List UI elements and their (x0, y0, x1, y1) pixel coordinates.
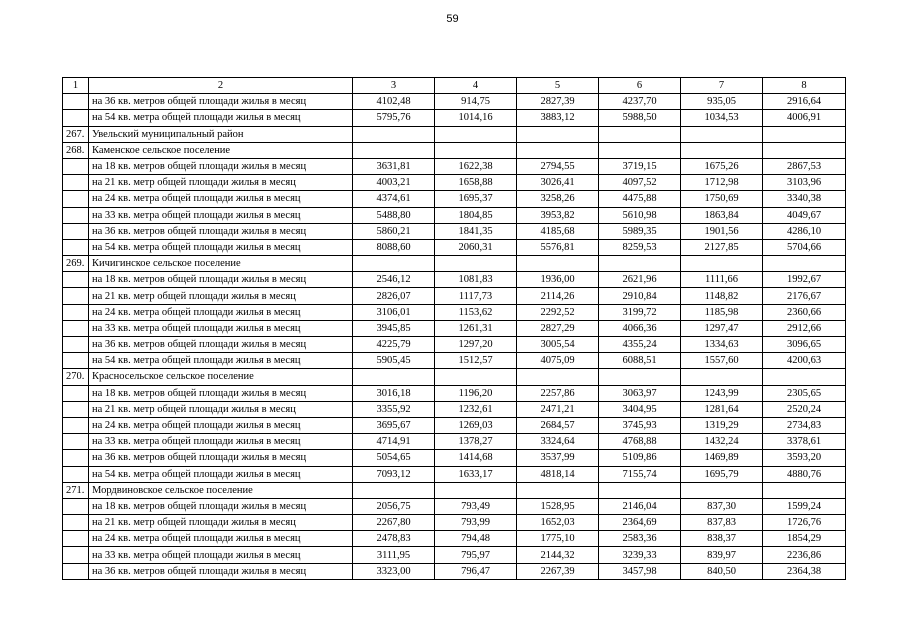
row-number-cell: 270. (63, 369, 89, 385)
table-row (63, 385, 846, 401)
value-cell: 2471,21 (517, 401, 599, 417)
value-cell (435, 369, 517, 385)
row-label-cell: на 18 кв. метров общей площади жилья в месяц (89, 158, 353, 174)
value-cell: 4102,48 (353, 94, 435, 110)
row-label-cell: на 33 кв. метра общей площади жилья в месяц (89, 434, 353, 450)
row-number-cell (63, 191, 89, 207)
row-label-cell: на 36 кв. метров общей площади жилья в месяц (89, 223, 353, 239)
row-number-cell (63, 304, 89, 320)
value-cell: 2826,07 (353, 288, 435, 304)
value-cell: 2910,84 (599, 288, 681, 304)
value-cell: 4818,14 (517, 466, 599, 482)
value-cell: 1804,85 (435, 207, 517, 223)
value-cell: 1841,35 (435, 223, 517, 239)
value-cell: 4237,70 (599, 94, 681, 110)
value-cell: 1034,53 (681, 110, 763, 126)
table-row (63, 110, 846, 126)
row-label-cell: на 36 кв. метров общей площади жилья в месяц (89, 337, 353, 353)
table-row (63, 239, 846, 255)
table-row (63, 288, 846, 304)
value-cell: 1232,61 (435, 401, 517, 417)
value-cell: 3199,72 (599, 304, 681, 320)
value-cell: 2520,24 (763, 401, 846, 417)
value-cell: 837,83 (681, 515, 763, 531)
value-cell (763, 482, 846, 498)
value-cell: 3324,64 (517, 434, 599, 450)
value-cell: 4097,52 (599, 175, 681, 191)
row-label-cell: Мордвиновское сельское поселение (89, 482, 353, 498)
table-row (63, 175, 846, 191)
value-cell: 1750,69 (681, 191, 763, 207)
value-cell (599, 369, 681, 385)
value-cell: 3457,98 (599, 563, 681, 579)
value-cell (353, 369, 435, 385)
value-cell: 2583,36 (599, 531, 681, 547)
value-cell: 3593,20 (763, 450, 846, 466)
value-cell: 1148,82 (681, 288, 763, 304)
value-cell: 4225,79 (353, 337, 435, 353)
row-label-cell: на 24 кв. метра общей площади жилья в месяц (89, 304, 353, 320)
table-row (63, 482, 846, 498)
value-cell (353, 142, 435, 158)
value-cell: 1936,00 (517, 272, 599, 288)
table-row (63, 531, 846, 547)
table-row (63, 450, 846, 466)
value-cell: 4200,63 (763, 353, 846, 369)
table-row (63, 401, 846, 417)
row-label-cell: на 21 кв. метр общей площади жилья в месяц (89, 175, 353, 191)
value-cell: 5905,45 (353, 353, 435, 369)
value-cell: 5860,21 (353, 223, 435, 239)
value-cell (517, 142, 599, 158)
value-cell: 4880,76 (763, 466, 846, 482)
value-cell (763, 126, 846, 142)
value-cell: 1695,37 (435, 191, 517, 207)
value-cell (353, 126, 435, 142)
value-cell: 5576,81 (517, 239, 599, 255)
value-cell: 4049,67 (763, 207, 846, 223)
table-row (63, 353, 846, 369)
table-row (63, 191, 846, 207)
value-cell (353, 482, 435, 498)
header-cell: 6 (599, 78, 681, 94)
value-cell: 2734,83 (763, 417, 846, 433)
value-cell: 3323,00 (353, 563, 435, 579)
value-cell (681, 256, 763, 272)
value-cell: 1243,99 (681, 385, 763, 401)
value-cell (435, 482, 517, 498)
row-number-cell (63, 515, 89, 531)
value-cell: 795,97 (435, 547, 517, 563)
value-cell: 5795,76 (353, 110, 435, 126)
row-number-cell (63, 353, 89, 369)
value-cell: 3378,61 (763, 434, 846, 450)
value-cell: 1281,64 (681, 401, 763, 417)
value-cell: 1269,03 (435, 417, 517, 433)
row-label-cell: на 36 кв. метров общей площади жилья в месяц (89, 563, 353, 579)
value-cell: 2794,55 (517, 158, 599, 174)
value-cell (517, 482, 599, 498)
value-cell: 1528,95 (517, 498, 599, 514)
row-number-cell: 268. (63, 142, 89, 158)
table-row (63, 126, 846, 142)
row-label-cell: на 54 кв. метра общей площади жилья в месяц (89, 466, 353, 482)
value-cell: 7093,12 (353, 466, 435, 482)
value-cell: 1854,29 (763, 531, 846, 547)
row-number-cell (63, 498, 89, 514)
row-label-cell: на 18 кв. метров общей площади жилья в месяц (89, 272, 353, 288)
value-cell: 2827,29 (517, 320, 599, 336)
value-cell: 4006,91 (763, 110, 846, 126)
value-cell: 3404,95 (599, 401, 681, 417)
value-cell: 5488,80 (353, 207, 435, 223)
value-cell: 794,48 (435, 531, 517, 547)
table-row (63, 515, 846, 531)
value-cell: 1153,62 (435, 304, 517, 320)
table-row (63, 337, 846, 353)
value-cell: 5704,66 (763, 239, 846, 255)
value-cell: 1297,47 (681, 320, 763, 336)
row-label-cell: на 24 кв. метра общей площади жилья в месяц (89, 417, 353, 433)
value-cell: 2546,12 (353, 272, 435, 288)
table-row (63, 547, 846, 563)
value-cell: 4374,61 (353, 191, 435, 207)
value-cell: 8259,53 (599, 239, 681, 255)
row-number-cell (63, 207, 89, 223)
value-cell: 840,50 (681, 563, 763, 579)
value-cell: 3953,82 (517, 207, 599, 223)
row-label-cell: на 33 кв. метра общей площади жилья в месяц (89, 320, 353, 336)
value-cell: 1081,83 (435, 272, 517, 288)
value-cell: 2621,96 (599, 272, 681, 288)
value-cell: 3026,41 (517, 175, 599, 191)
value-cell: 1726,76 (763, 515, 846, 531)
row-label-cell: Кичигинское сельское поселение (89, 256, 353, 272)
table-row (63, 369, 846, 385)
row-number-cell (63, 110, 89, 126)
value-cell (681, 126, 763, 142)
header-cell: 3 (353, 78, 435, 94)
value-cell (599, 256, 681, 272)
value-cell: 3063,97 (599, 385, 681, 401)
value-cell: 1261,31 (435, 320, 517, 336)
value-cell: 935,05 (681, 94, 763, 110)
value-cell: 1334,63 (681, 337, 763, 353)
value-cell: 2364,69 (599, 515, 681, 531)
value-cell: 5989,35 (599, 223, 681, 239)
value-cell (517, 126, 599, 142)
value-cell: 1378,27 (435, 434, 517, 450)
row-label-cell: на 21 кв. метр общей площади жилья в месяц (89, 515, 353, 531)
table-header-row (63, 78, 846, 94)
value-cell: 2060,31 (435, 239, 517, 255)
row-number-cell (63, 158, 89, 174)
value-cell (435, 142, 517, 158)
value-cell: 3745,93 (599, 417, 681, 433)
header-cell: 7 (681, 78, 763, 94)
value-cell: 2684,57 (517, 417, 599, 433)
value-cell: 5610,98 (599, 207, 681, 223)
value-cell (763, 369, 846, 385)
table-row (63, 142, 846, 158)
table-row (63, 434, 846, 450)
row-number-cell (63, 450, 89, 466)
value-cell: 2144,32 (517, 547, 599, 563)
value-cell: 5054,65 (353, 450, 435, 466)
value-cell: 3883,12 (517, 110, 599, 126)
value-cell: 2305,65 (763, 385, 846, 401)
value-cell: 4475,88 (599, 191, 681, 207)
row-label-cell: Увельский муниципальный район (89, 126, 353, 142)
table-row (63, 498, 846, 514)
value-cell: 3340,38 (763, 191, 846, 207)
value-cell: 2916,64 (763, 94, 846, 110)
row-number-cell (63, 288, 89, 304)
row-number-cell (63, 239, 89, 255)
row-label-cell: Красносельское сельское поселение (89, 369, 353, 385)
value-cell (517, 369, 599, 385)
value-cell: 1014,16 (435, 110, 517, 126)
row-label-cell: на 36 кв. метров общей площади жилья в месяц (89, 450, 353, 466)
value-cell: 2292,52 (517, 304, 599, 320)
row-number-cell (63, 175, 89, 191)
value-cell: 1652,03 (517, 515, 599, 531)
row-label-cell: Каменское сельское поселение (89, 142, 353, 158)
table-row (63, 320, 846, 336)
value-cell: 1658,88 (435, 175, 517, 191)
header-cell: 2 (89, 78, 353, 94)
value-cell: 4075,09 (517, 353, 599, 369)
row-number-cell (63, 385, 89, 401)
row-label-cell: на 36 кв. метров общей площади жилья в месяц (89, 94, 353, 110)
value-cell: 3096,65 (763, 337, 846, 353)
table-row (63, 256, 846, 272)
value-cell (681, 142, 763, 158)
value-cell: 3719,15 (599, 158, 681, 174)
value-cell: 2267,39 (517, 563, 599, 579)
value-cell: 1992,67 (763, 272, 846, 288)
value-cell: 2257,86 (517, 385, 599, 401)
value-cell: 1712,98 (681, 175, 763, 191)
value-cell (763, 142, 846, 158)
row-label-cell: на 18 кв. метров общей площади жилья в месяц (89, 385, 353, 401)
value-cell: 2867,53 (763, 158, 846, 174)
row-number-cell (63, 272, 89, 288)
row-label-cell: на 54 кв. метра общей площади жилья в месяц (89, 239, 353, 255)
value-cell (517, 256, 599, 272)
value-cell (763, 256, 846, 272)
value-cell: 914,75 (435, 94, 517, 110)
value-cell: 3631,81 (353, 158, 435, 174)
value-cell: 837,30 (681, 498, 763, 514)
value-cell: 4003,21 (353, 175, 435, 191)
value-cell: 2364,38 (763, 563, 846, 579)
value-cell: 4066,36 (599, 320, 681, 336)
value-cell: 4286,10 (763, 223, 846, 239)
row-label-cell: на 24 кв. метра общей площади жилья в месяц (89, 531, 353, 547)
tariff-table (62, 77, 846, 580)
value-cell: 2056,75 (353, 498, 435, 514)
value-cell: 3537,99 (517, 450, 599, 466)
value-cell: 3106,01 (353, 304, 435, 320)
value-cell: 5988,50 (599, 110, 681, 126)
value-cell: 3695,67 (353, 417, 435, 433)
value-cell: 1901,56 (681, 223, 763, 239)
value-cell: 1622,38 (435, 158, 517, 174)
value-cell (681, 482, 763, 498)
value-cell (599, 142, 681, 158)
row-number-cell: 267. (63, 126, 89, 142)
table-row (63, 272, 846, 288)
value-cell: 1297,20 (435, 337, 517, 353)
value-cell: 1432,24 (681, 434, 763, 450)
value-cell: 3945,85 (353, 320, 435, 336)
row-number-cell (63, 223, 89, 239)
header-cell: 5 (517, 78, 599, 94)
page-number: 59 (446, 13, 459, 25)
value-cell: 4355,24 (599, 337, 681, 353)
value-cell: 2478,83 (353, 531, 435, 547)
table-row (63, 158, 846, 174)
value-cell: 1117,73 (435, 288, 517, 304)
value-cell: 1512,57 (435, 353, 517, 369)
value-cell: 2827,39 (517, 94, 599, 110)
header-cell: 1 (63, 78, 89, 94)
value-cell: 1633,17 (435, 466, 517, 482)
value-cell: 8088,60 (353, 239, 435, 255)
row-number-cell (63, 320, 89, 336)
value-cell (599, 126, 681, 142)
value-cell: 793,99 (435, 515, 517, 531)
row-number-cell (63, 94, 89, 110)
row-label-cell: на 24 кв. метра общей площади жилья в месяц (89, 191, 353, 207)
header-cell: 4 (435, 78, 517, 94)
value-cell: 1775,10 (517, 531, 599, 547)
value-cell: 3355,92 (353, 401, 435, 417)
value-cell: 1675,26 (681, 158, 763, 174)
value-cell: 3016,18 (353, 385, 435, 401)
value-cell: 1863,84 (681, 207, 763, 223)
value-cell (435, 256, 517, 272)
value-cell (353, 256, 435, 272)
value-cell: 3005,54 (517, 337, 599, 353)
row-number-cell: 269. (63, 256, 89, 272)
value-cell: 5109,86 (599, 450, 681, 466)
value-cell: 2267,80 (353, 515, 435, 531)
value-cell: 1196,20 (435, 385, 517, 401)
value-cell: 3111,95 (353, 547, 435, 563)
value-cell: 1469,89 (681, 450, 763, 466)
value-cell: 7155,74 (599, 466, 681, 482)
value-cell: 2114,26 (517, 288, 599, 304)
table-row (63, 417, 846, 433)
row-number-cell (63, 531, 89, 547)
value-cell: 793,49 (435, 498, 517, 514)
header-cell: 8 (763, 78, 846, 94)
value-cell: 3239,33 (599, 547, 681, 563)
row-label-cell: на 21 кв. метр общей площади жилья в месяц (89, 288, 353, 304)
table-row (63, 94, 846, 110)
value-cell: 1319,29 (681, 417, 763, 433)
value-cell: 1414,68 (435, 450, 517, 466)
value-cell: 1557,60 (681, 353, 763, 369)
value-cell (681, 369, 763, 385)
value-cell (599, 482, 681, 498)
value-cell: 6088,51 (599, 353, 681, 369)
row-number-cell (63, 547, 89, 563)
value-cell: 3103,96 (763, 175, 846, 191)
row-number-cell (63, 563, 89, 579)
row-number-cell (63, 417, 89, 433)
value-cell: 2146,04 (599, 498, 681, 514)
value-cell: 2360,66 (763, 304, 846, 320)
value-cell: 4185,68 (517, 223, 599, 239)
value-cell: 1695,79 (681, 466, 763, 482)
row-label-cell: на 33 кв. метра общей площади жилья в месяц (89, 207, 353, 223)
row-label-cell: на 54 кв. метра общей площади жилья в месяц (89, 110, 353, 126)
value-cell (435, 126, 517, 142)
value-cell: 2127,85 (681, 239, 763, 255)
row-number-cell (63, 434, 89, 450)
value-cell: 4714,91 (353, 434, 435, 450)
value-cell: 838,37 (681, 531, 763, 547)
value-cell: 2912,66 (763, 320, 846, 336)
table-row (63, 304, 846, 320)
row-label-cell: на 21 кв. метр общей площади жилья в месяц (89, 401, 353, 417)
value-cell: 1599,24 (763, 498, 846, 514)
value-cell: 2236,86 (763, 547, 846, 563)
value-cell: 839,97 (681, 547, 763, 563)
row-label-cell: на 54 кв. метра общей площади жилья в месяц (89, 353, 353, 369)
table-row (63, 223, 846, 239)
table-row (63, 466, 846, 482)
table-row (63, 207, 846, 223)
value-cell: 2176,67 (763, 288, 846, 304)
value-cell: 4768,88 (599, 434, 681, 450)
row-label-cell: на 33 кв. метра общей площади жилья в месяц (89, 547, 353, 563)
value-cell: 3258,26 (517, 191, 599, 207)
row-number-cell (63, 466, 89, 482)
row-number-cell (63, 401, 89, 417)
row-label-cell: на 18 кв. метров общей площади жилья в месяц (89, 498, 353, 514)
value-cell: 1111,66 (681, 272, 763, 288)
table-row (63, 563, 846, 579)
row-number-cell: 271. (63, 482, 89, 498)
value-cell: 1185,98 (681, 304, 763, 320)
value-cell: 796,47 (435, 563, 517, 579)
row-number-cell (63, 337, 89, 353)
